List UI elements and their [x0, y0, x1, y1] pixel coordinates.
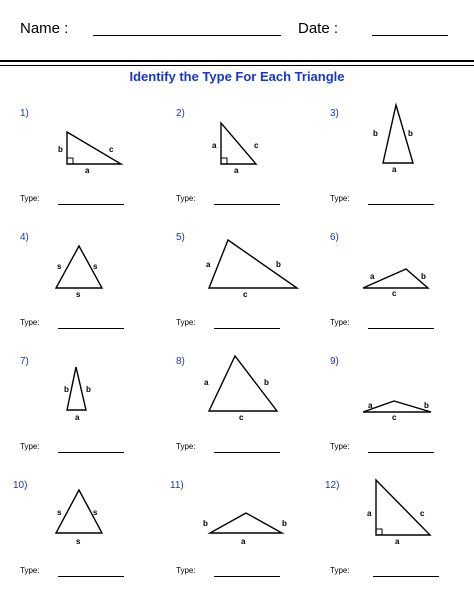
side-label: b	[408, 129, 413, 138]
triangle-diagram	[330, 356, 474, 451]
answer-line[interactable]	[368, 204, 434, 205]
answer-line[interactable]	[368, 452, 434, 453]
side-label: a	[75, 413, 80, 422]
problem-number: 7)	[20, 356, 29, 367]
worksheet-header	[0, 0, 474, 62]
problem-number: 2)	[176, 108, 185, 119]
side-label: a	[204, 378, 209, 387]
triangle-diagram	[176, 108, 326, 203]
header-divider-thick	[0, 60, 474, 62]
side-label: b	[64, 385, 69, 394]
problem-11	[170, 480, 320, 604]
answer-line[interactable]	[58, 328, 124, 329]
problem-number: 10)	[13, 480, 28, 491]
side-label: s	[57, 508, 62, 517]
triangle-diagram	[325, 480, 474, 575]
side-label: c	[239, 413, 244, 422]
type-label: Type:	[20, 442, 40, 451]
problem-12	[325, 480, 474, 604]
problem-8	[176, 356, 326, 480]
side-label: b	[203, 519, 208, 528]
name-field-line[interactable]	[93, 35, 281, 36]
problem-3	[330, 108, 474, 232]
triangle-diagram	[330, 108, 474, 203]
side-label: a	[367, 509, 372, 518]
side-label: a	[368, 401, 373, 410]
answer-line[interactable]	[214, 328, 280, 329]
side-label: b	[276, 260, 281, 269]
problem-number: 3)	[330, 108, 339, 119]
type-label: Type:	[330, 318, 350, 327]
answer-line[interactable]	[58, 452, 124, 453]
problem-6	[330, 232, 474, 356]
triangle-diagram	[170, 480, 320, 575]
triangle-diagram	[20, 108, 170, 203]
side-label: a	[370, 272, 375, 281]
side-label: b	[282, 519, 287, 528]
side-label: c	[109, 145, 114, 154]
triangle-diagram	[176, 356, 326, 451]
triangle-diagram	[20, 356, 170, 451]
problem-4	[20, 232, 170, 356]
side-label: c	[392, 289, 397, 298]
side-label: b	[373, 129, 378, 138]
date-field-line[interactable]	[372, 35, 448, 36]
problem-number: 12)	[325, 480, 340, 491]
side-label: s	[93, 262, 98, 271]
type-label: Type:	[176, 318, 196, 327]
side-label: c	[392, 413, 397, 422]
side-label: a	[206, 260, 211, 269]
side-label: a	[392, 165, 397, 174]
triangle-diagram	[20, 232, 170, 327]
problem-number: 8)	[176, 356, 185, 367]
side-label: c	[254, 141, 259, 150]
type-label: Type:	[176, 442, 196, 451]
side-label: a	[85, 166, 90, 175]
answer-line[interactable]	[368, 328, 434, 329]
side-label: b	[424, 401, 429, 410]
type-label: Type:	[330, 566, 350, 575]
problem-number: 9)	[330, 356, 339, 367]
date-label: Date :	[298, 20, 339, 37]
problem-number: 6)	[330, 232, 339, 243]
name-label: Name :	[20, 20, 69, 37]
side-label: s	[57, 262, 62, 271]
problem-7	[20, 356, 170, 480]
triangle-diagram	[330, 232, 474, 327]
triangle-diagram	[176, 232, 326, 327]
answer-line[interactable]	[373, 576, 439, 577]
problem-number: 4)	[20, 232, 29, 243]
worksheet-title: Identify the Type For Each Triangle	[129, 69, 345, 84]
triangle-diagram	[13, 480, 163, 575]
problem-10	[13, 480, 163, 604]
side-label: s	[76, 537, 81, 546]
type-label: Type:	[20, 566, 40, 575]
side-label: b	[421, 272, 426, 281]
problem-number: 5)	[176, 232, 185, 243]
problem-5	[176, 232, 326, 356]
side-label: a	[395, 537, 400, 546]
answer-line[interactable]	[58, 204, 124, 205]
side-label: s	[76, 290, 81, 299]
side-label: a	[234, 166, 239, 175]
side-label: b	[58, 145, 63, 154]
problem-1	[20, 108, 170, 232]
side-label: c	[243, 290, 248, 299]
side-label: c	[420, 509, 425, 518]
header-divider-thin	[0, 65, 474, 66]
type-label: Type:	[176, 566, 196, 575]
problem-9	[330, 356, 474, 480]
problem-number: 11)	[170, 480, 184, 491]
problem-2	[176, 108, 326, 232]
side-label: b	[86, 385, 91, 394]
type-label: Type:	[330, 194, 350, 203]
type-label: Type:	[176, 194, 196, 203]
answer-line[interactable]	[214, 204, 280, 205]
side-label: b	[264, 378, 269, 387]
side-label: a	[241, 537, 246, 546]
type-label: Type:	[20, 318, 40, 327]
problem-number: 1)	[20, 108, 29, 119]
type-label: Type:	[330, 442, 350, 451]
answer-line[interactable]	[214, 576, 280, 577]
type-label: Type:	[20, 194, 40, 203]
side-label: a	[212, 141, 217, 150]
answer-line[interactable]	[58, 576, 124, 577]
answer-line[interactable]	[214, 452, 280, 453]
side-label: s	[93, 508, 98, 517]
